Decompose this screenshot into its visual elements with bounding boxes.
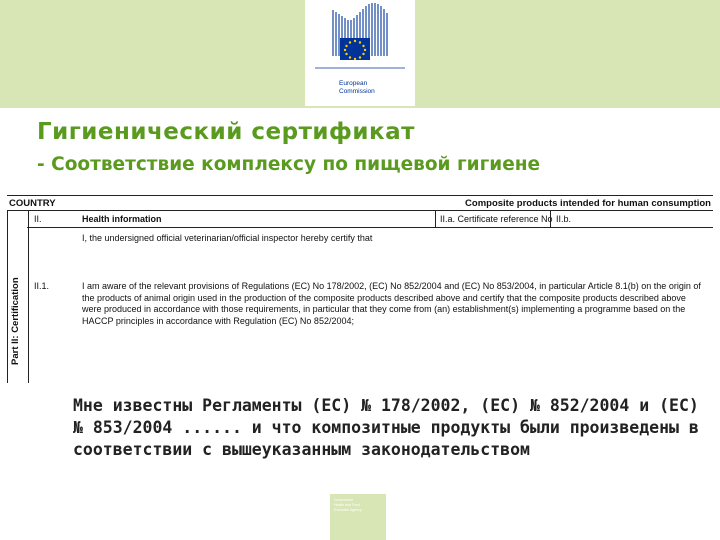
clause-number: II.1. xyxy=(34,281,50,291)
section-number: II. xyxy=(34,214,42,224)
column-divider xyxy=(550,211,551,228)
slide-subtitle: - Соответствие комплексу по пищевой гигиене xyxy=(37,154,541,175)
footer-logo-line: Health and Food xyxy=(334,503,360,507)
part-label: Part II: Certification xyxy=(10,277,21,365)
certificate-excerpt xyxy=(7,195,713,383)
logo-caption xyxy=(339,80,375,96)
certify-statement: I, the undersigned official veterinarian/official inspector hereby certify that xyxy=(82,233,373,243)
european-commission-logo xyxy=(305,0,415,106)
footer-logo-line: Commission xyxy=(334,498,354,502)
footer-logo xyxy=(330,494,386,540)
footer-logo-line: Executive Agency xyxy=(334,508,362,512)
country-label: COUNTRY xyxy=(9,198,56,209)
health-info-label: Health information xyxy=(82,214,162,224)
translation-text: Мне известны Регламенты (ЕС) № 178/2002, (ЕС) № 852/2004 и (ЕС) № 853/2004 ...... и что композитные продукты были произведены в соответствии с вышеуказанным законодательством xyxy=(73,396,699,459)
composite-products-label: Composite products intended for human consumption xyxy=(465,198,711,209)
logo-line-1: European xyxy=(339,80,368,87)
berlaymont-building-icon xyxy=(305,0,415,76)
certificate-header xyxy=(7,195,713,211)
column-divider xyxy=(435,211,436,228)
logo-line-2: Commission xyxy=(339,88,375,95)
slide-title: Гигиенический сертификат xyxy=(37,119,415,145)
certificate-ref-label: II.a. Certificate reference No xyxy=(440,214,553,224)
health-info-row xyxy=(27,211,713,228)
iib-label: II.b. xyxy=(556,214,572,224)
clause-text: I am aware of the relevant provisions of Regulations (EC) No 178/2002, (EC) No 852/2004 and (EC) No 853/2004, in particular Article 8.1(b) on the origin of the products of animal origin used in the production of the composite products described above and certify that the composite products described above were produced in accordance with those requirements, in particular that they come from (an) establishment(s) implementing a programme based on the HACCP principles in accordance with Regulation (EC) No 852/2004; xyxy=(82,281,701,326)
